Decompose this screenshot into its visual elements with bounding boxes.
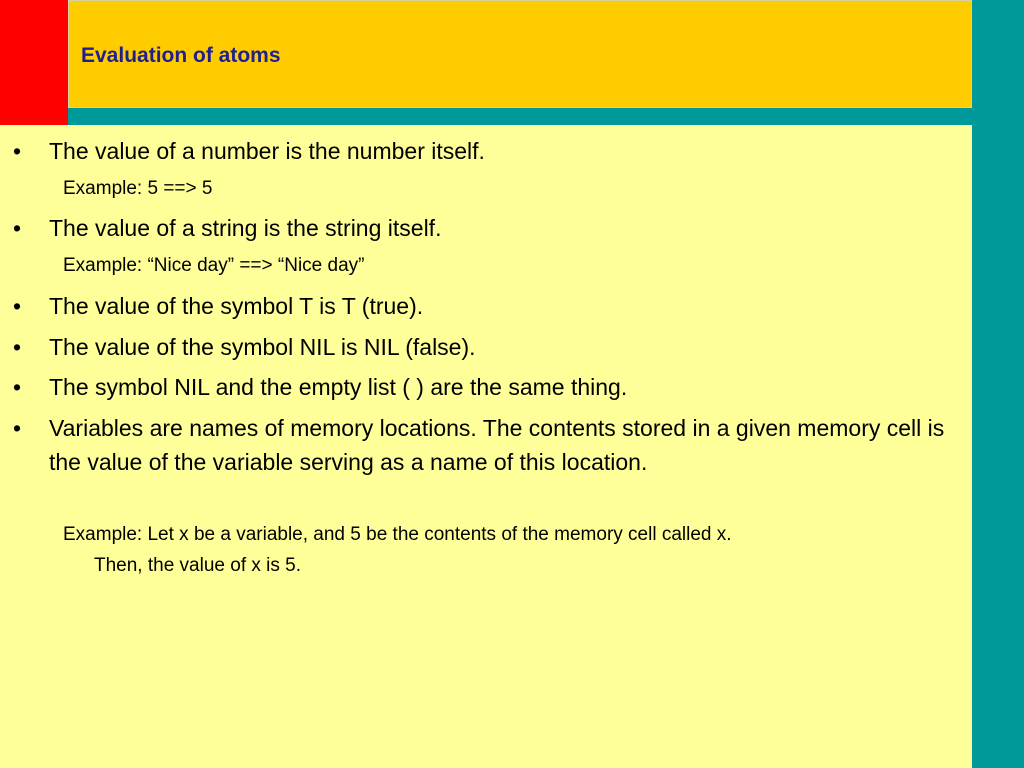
- bullet-dot: •: [13, 374, 22, 400]
- example-text: [63, 519, 968, 581]
- example-text: Example: 5 ==> 5: [63, 178, 213, 199]
- example-line: Example: Let x be a variable, and 5 be the contents of the memory cell called x.: [63, 524, 732, 545]
- bullet-text: The value of the symbol T is T (true).: [49, 293, 424, 319]
- bullet-dot: •: [13, 293, 22, 319]
- bullet-text: The value of a number is the number itself.: [49, 138, 485, 164]
- bullet-text: The value of the symbol NIL is NIL (false).: [49, 334, 476, 360]
- accent-block: [0, 0, 68, 125]
- bullet-text: Variables are names of memory locations. The contents stored in a given memory cell is the value of the variable serving as a name of this location.: [49, 415, 945, 475]
- example-line: Then, the value of x is 5.: [94, 555, 302, 576]
- slide-title: Evaluation of atoms: [81, 44, 281, 67]
- example-text: Example: “Nice day” ==> “Nice day”: [63, 255, 365, 276]
- bullet-dot: •: [13, 138, 22, 164]
- content-panel: [0, 125, 972, 768]
- title-bar: [68, 0, 972, 108]
- bullet-dot: •: [13, 334, 22, 360]
- bullet-text: The value of a string is the string itself.: [49, 215, 442, 241]
- bullet-dot: •: [13, 215, 22, 241]
- bullet-text: The symbol NIL and the empty list ( ) are the same thing.: [49, 374, 628, 400]
- bullet-dot: •: [13, 415, 22, 441]
